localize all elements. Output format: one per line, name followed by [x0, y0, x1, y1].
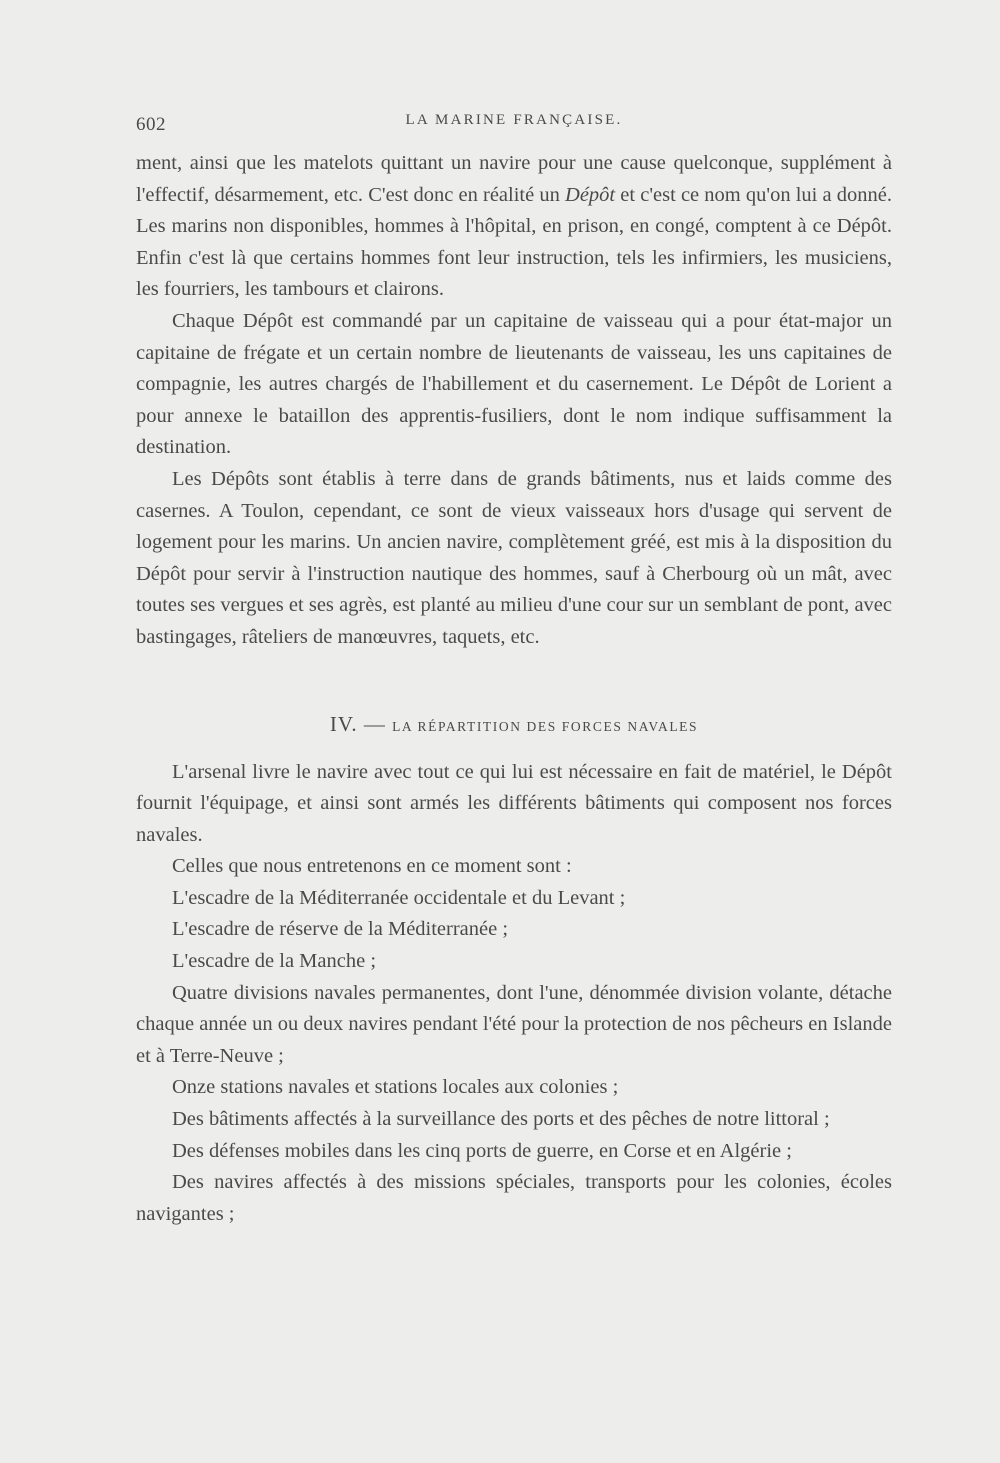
page-body	[136, 148, 892, 1230]
paragraph-continued	[136, 148, 892, 306]
list-item: Onze stations navales et stations locales aux colonies ;	[172, 1076, 619, 1099]
list-item: Des navires affectés à des missions spéciales, transports pour les colonies, écoles navigantes ;	[136, 1171, 892, 1225]
list-item: Des bâtiments affectés à la surveillance des ports et des pêches de notre littoral ;	[172, 1108, 830, 1131]
paragraph-depot-command: Chaque Dépôt est commandé par un capitaine de vaisseau qui a pour état-major un capitaine de frégate et un certain nombre de lieutenants de vaisseau, les uns capitaines de compagnie, les autres chargés de l'habillement et du casernement. Le Dépôt de Lorient a pour annexe le bataillon des apprentis-fusiliers, dont le nom indique suffisamment la destination.	[136, 309, 892, 459]
section-numeral: IV. —	[329, 711, 386, 736]
paragraph-depot-buildings: Les Dépôts sont établis à terre dans de grands bâtiments, nus et laids comme des casernes. A Toulon, cependant, ce sont de vieux vaisseaux hors d'usage qui servent de logement pour les marins. Un ancien navire, complètement gréé, est mis à la disposition du Dépôt pour servir à l'instruction nautique des hommes, sauf à Cherbourg où un mât, avec toutes ses vergues et ses agrès, est planté au milieu d'une cour sur un semblant de pont, avec bastingages, râteliers de manœuvres, taquets, etc.	[136, 467, 892, 648]
list-item: L'escadre de réserve de la Méditerranée ;	[172, 918, 509, 941]
running-title: LA MARINE FRANÇAISE.	[405, 112, 623, 128]
paragraph-text: ment, ainsi que les matelots quittant un navire pour une cause quelconque, supplément à l'effectif, désarmement, etc. C'est donc en réalité un	[136, 152, 892, 206]
section-heading	[136, 712, 892, 737]
page-number: 602	[136, 114, 166, 135]
running-head	[136, 112, 892, 136]
section-title: LA RÉPARTITION DES FORCES NAVALES	[392, 718, 699, 734]
list-item: Des défenses mobiles dans les cinq ports de guerre, en Corse et en Algérie ;	[172, 1139, 792, 1162]
list-item: L'escadre de la Méditerranée occidentale et du Levant ;	[172, 886, 626, 909]
paragraph-text-end: et c'est ce nom qu'on lui a donné. Les marins non disponibles, hommes à l'hôpital, en prison, en congé, comptent à ce Dépôt. Enfin c'est là que certains hommes font leur instruction, tels les infirmiers, les musiciens, les fourriers, les tambours et clairons.	[136, 183, 893, 301]
list-item: Quatre divisions navales permanentes, dont l'une, dénommée division volante, détache chaque année un ou deux navires pendant l'été pour la protection de nos pêcheurs en Islande et à Terre-Neuve ;	[136, 981, 892, 1067]
italic-term: Dépôt	[565, 183, 616, 206]
paragraph-arsenal: L'arsenal livre le navire avec tout ce qui lui est nécessaire en fait de matériel, le Dépôt fournit l'équipage, et ainsi sont armés les différents bâtiments qui composent nos forces navales.	[136, 760, 892, 846]
paragraph-intro-list: Celles que nous entretenons en ce moment sont :	[172, 855, 572, 878]
list-item: L'escadre de la Manche ;	[172, 950, 377, 973]
